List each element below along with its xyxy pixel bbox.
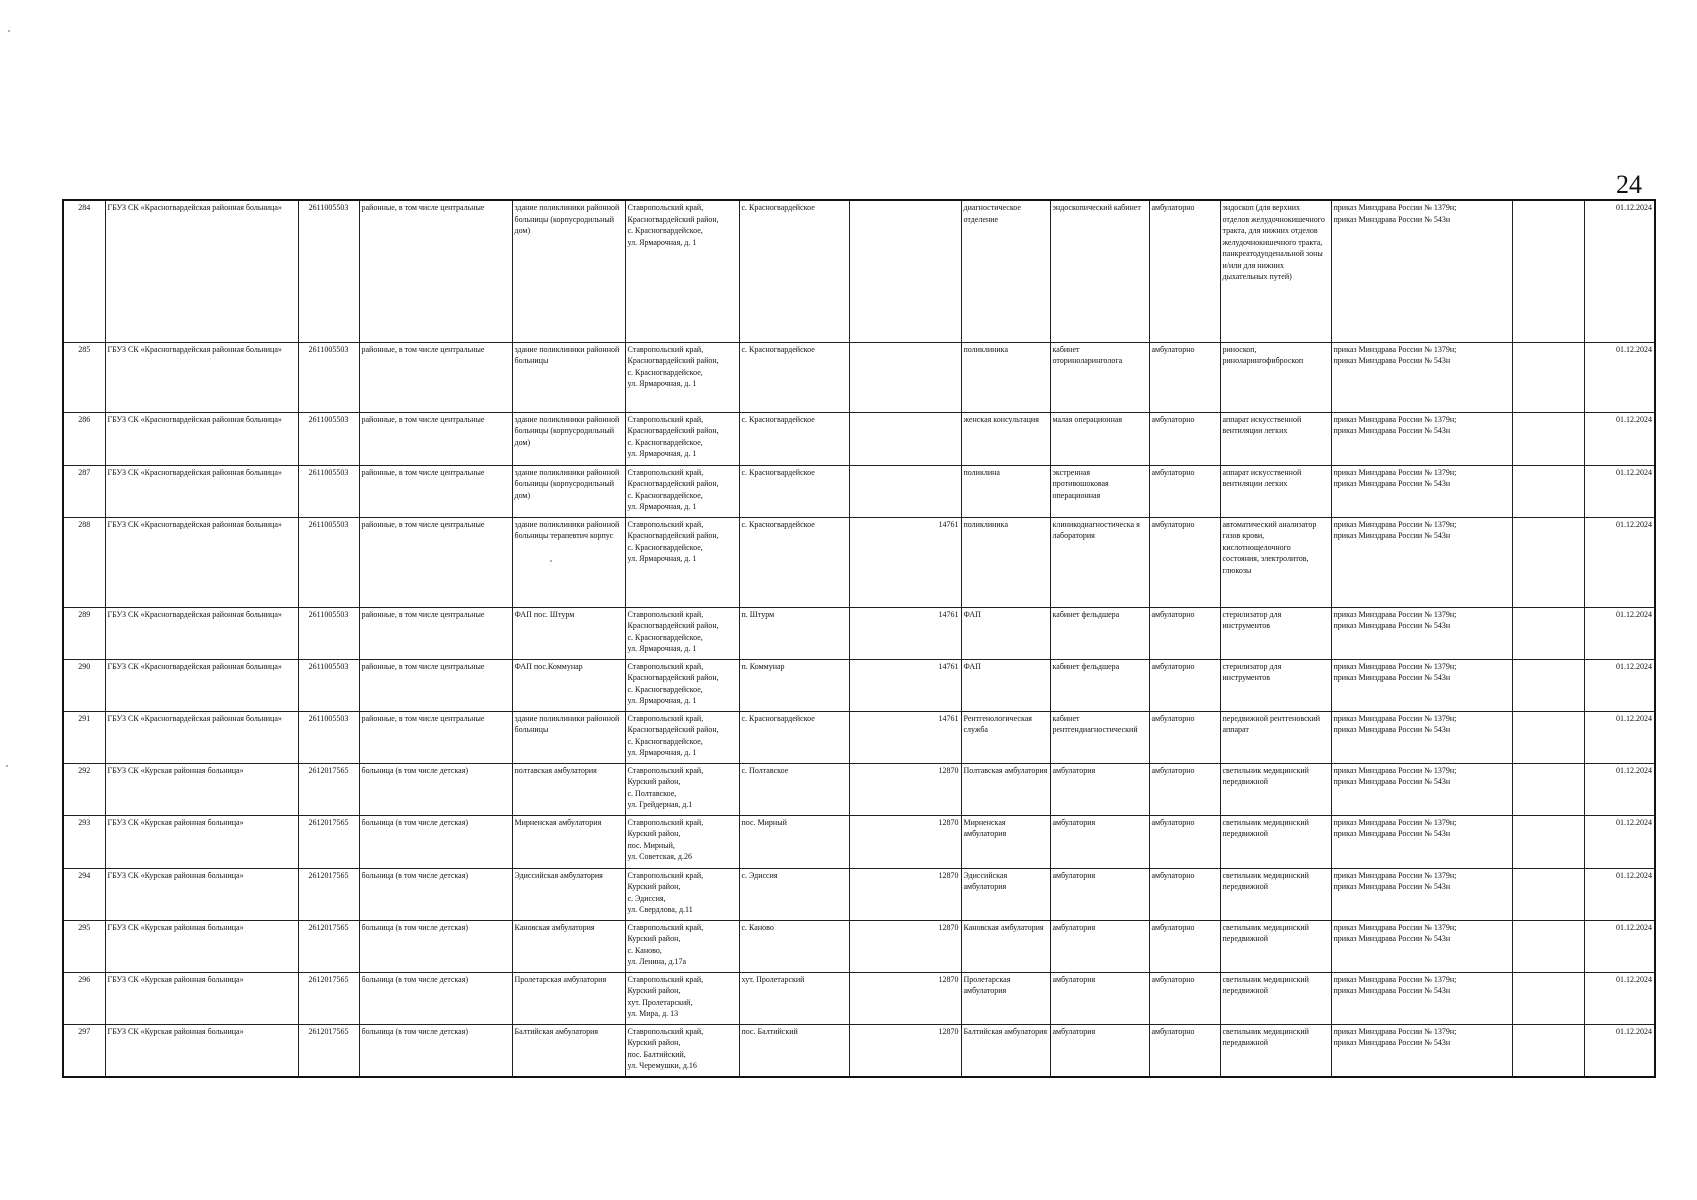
regulatory-order: приказ Минздрава России № 1379н; приказ Минздрава России № 543н — [1331, 711, 1512, 763]
room: эндоскопический кабинет — [1050, 200, 1149, 342]
equipment-name: светильник медицинский передвижной — [1220, 815, 1331, 868]
care-condition: амбулаторно — [1149, 342, 1220, 412]
inn-code: 2612017565 — [298, 920, 359, 972]
department: ФАП — [961, 607, 1050, 659]
organization-name: ГБУЗ СК «Красногвардейская районная больница» — [105, 200, 298, 342]
building-name: Эдиссийская амбулатория — [512, 868, 625, 920]
regulatory-order: приказ Минздрава России № 1379н; приказ Минздрава России № 543н — [1331, 972, 1512, 1024]
address: Ставропольский край, Курский район, с. Эдиссия, ул. Свердлова, д.11 — [625, 868, 739, 920]
address: Ставропольский край, Курский район, с. Полтавское, ул. Грейдерная, д.1 — [625, 763, 739, 815]
scan-speck — [6, 765, 8, 767]
locality: с. Красногвардейское — [739, 342, 849, 412]
organization-type: районные, в том числе центральные — [359, 659, 512, 711]
building-name: Мирненская амбулатория — [512, 815, 625, 868]
organization-name: ГБУЗ СК «Курская районная больница» — [105, 920, 298, 972]
room: кабинет оториноларинголога — [1050, 342, 1149, 412]
regulatory-order: приказ Минздрава России № 1379н; приказ Минздрава России № 543н — [1331, 868, 1512, 920]
inn-code: 2611005503 — [298, 659, 359, 711]
address: Ставропольский край, Курский район, пос. Мирный, ул. Советская, д.26 — [625, 815, 739, 868]
department: женская консультация — [961, 412, 1050, 465]
delivery-date: 01.12.2024 — [1584, 607, 1655, 659]
organization-name: ГБУЗ СК «Курская районная больница» — [105, 1024, 298, 1077]
organization-name: ГБУЗ СК «Курская районная больница» — [105, 972, 298, 1024]
delivery-date: 01.12.2024 — [1584, 200, 1655, 342]
address: Ставропольский край, Красногвардейский район, с. Красногвардейское, ул. Ярмарочная, д. 1 — [625, 412, 739, 465]
empty-cell — [1512, 1024, 1584, 1077]
care-condition: амбулаторно — [1149, 1024, 1220, 1077]
row-number: 286 — [63, 412, 105, 465]
delivery-date: 01.12.2024 — [1584, 815, 1655, 868]
locality: с. Красногвардейское — [739, 711, 849, 763]
care-condition: амбулаторно — [1149, 517, 1220, 607]
equipment-name: светильник медицинский передвижной — [1220, 1024, 1331, 1077]
organization-name: ГБУЗ СК «Курская районная больница» — [105, 868, 298, 920]
table-row — [63, 1024, 1655, 1077]
room: экстренная противошоковая операционная — [1050, 465, 1149, 517]
row-number: 294 — [63, 868, 105, 920]
empty-cell — [1512, 342, 1584, 412]
equipment-registry-table — [62, 199, 1656, 1078]
locality-code: 14761 — [849, 607, 961, 659]
building-name: ФАП пос.Коммунар — [512, 659, 625, 711]
building-name: здание поликлиники районной больницы терапевтич корпус — [512, 517, 625, 607]
organization-type: больница (в том числе детская) — [359, 920, 512, 972]
equipment-name: риноскоп, риноларингофиброскоп — [1220, 342, 1331, 412]
table-row — [63, 465, 1655, 517]
scan-speck — [8, 30, 10, 32]
regulatory-order: приказ Минздрава России № 1379н; приказ Минздрава России № 543н — [1331, 1024, 1512, 1077]
organization-name: ГБУЗ СК «Красногвардейская районная больница» — [105, 342, 298, 412]
equipment-name: автоматический анализатор газов крови, кислотнощелочного состояния, электролитов, глюкозы — [1220, 517, 1331, 607]
organization-name: ГБУЗ СК «Красногвардейская районная больница» — [105, 659, 298, 711]
empty-cell — [1512, 607, 1584, 659]
delivery-date: 01.12.2024 — [1584, 517, 1655, 607]
room: малая операционная — [1050, 412, 1149, 465]
locality: с. Полтавское — [739, 763, 849, 815]
regulatory-order: приказ Минздрава России № 1379н; приказ Минздрава России № 543н — [1331, 200, 1512, 342]
department: поликлиника — [961, 517, 1050, 607]
organization-name: ГБУЗ СК «Красногвардейская районная больница» — [105, 465, 298, 517]
building-name: полтавская амбулатория — [512, 763, 625, 815]
table-row — [63, 763, 1655, 815]
organization-name: ГБУЗ СК «Красногвардейская районная больница» — [105, 711, 298, 763]
inn-code: 2612017565 — [298, 972, 359, 1024]
care-condition: амбулаторно — [1149, 200, 1220, 342]
locality-code: 14761 — [849, 711, 961, 763]
building-name: здание поликлиники районной больницы (корпусродильный дом) — [512, 412, 625, 465]
department: Кановская амбулатория — [961, 920, 1050, 972]
organization-type: больница (в том числе детская) — [359, 868, 512, 920]
organization-type: районные, в том числе центральные — [359, 711, 512, 763]
table-row — [63, 659, 1655, 711]
table-row — [63, 868, 1655, 920]
row-number: 284 — [63, 200, 105, 342]
empty-cell — [1512, 815, 1584, 868]
inn-code: 2611005503 — [298, 711, 359, 763]
inn-code: 2611005503 — [298, 200, 359, 342]
delivery-date: 01.12.2024 — [1584, 342, 1655, 412]
organization-type: районные, в том числе центральные — [359, 465, 512, 517]
equipment-name: эндоскоп (для верхних отделов желудочнокишечного тракта, для нижних отделов желудочнокишечного тракта, панкреатодуоденальной зоны и/или для нижних дыхательных путей) — [1220, 200, 1331, 342]
empty-cell — [1512, 868, 1584, 920]
inn-code: 2612017565 — [298, 1024, 359, 1077]
delivery-date: 01.12.2024 — [1584, 920, 1655, 972]
address: Ставропольский край, Красногвардейский район, с. Красногвардейское, ул. Ярмарочная, д. 1 — [625, 342, 739, 412]
department: диагностическое отделение — [961, 200, 1050, 342]
regulatory-order: приказ Минздрава России № 1379н; приказ Минздрава России № 543н — [1331, 815, 1512, 868]
care-condition: амбулаторно — [1149, 815, 1220, 868]
department: Мирненская амбулатория — [961, 815, 1050, 868]
organization-type: районные, в том числе центральные — [359, 412, 512, 465]
table-row — [63, 342, 1655, 412]
room: амбулатория — [1050, 972, 1149, 1024]
locality: с. Каново — [739, 920, 849, 972]
room: амбулатория — [1050, 763, 1149, 815]
building-name: здание поликлиники районной больницы — [512, 711, 625, 763]
empty-cell — [1512, 659, 1584, 711]
delivery-date: 01.12.2024 — [1584, 1024, 1655, 1077]
address: Ставропольский край, Красногвардейский район, с. Красногвардейское, ул. Ярмарочная, д. 1 — [625, 659, 739, 711]
locality-code: 12870 — [849, 868, 961, 920]
department: Эдиссийская амбулатория — [961, 868, 1050, 920]
table-row — [63, 412, 1655, 465]
organization-type: больница (в том числе детская) — [359, 763, 512, 815]
locality: хут. Пролетарский — [739, 972, 849, 1024]
equipment-name: аппарат искусственной вентиляции легких — [1220, 412, 1331, 465]
equipment-name: аппарат искусственной вентиляции легких — [1220, 465, 1331, 517]
empty-cell — [1512, 711, 1584, 763]
care-condition: амбулаторно — [1149, 920, 1220, 972]
locality-code: 12870 — [849, 763, 961, 815]
inn-code: 2611005503 — [298, 342, 359, 412]
organization-type: районные, в том числе центральные — [359, 342, 512, 412]
department: Полтавская амбулатория — [961, 763, 1050, 815]
locality: с. Красногвардейское — [739, 517, 849, 607]
delivery-date: 01.12.2024 — [1584, 868, 1655, 920]
locality-code: 12870 — [849, 1024, 961, 1077]
regulatory-order: приказ Минздрава России № 1379н; приказ Минздрава России № 543н — [1331, 517, 1512, 607]
address: Ставропольский край, Курский район, пос. Балтийский, ул. Черемушки, д.16 — [625, 1024, 739, 1077]
department: Рентгенологическая служба — [961, 711, 1050, 763]
inn-code: 2611005503 — [298, 412, 359, 465]
locality: с. Красногвардейское — [739, 200, 849, 342]
row-number: 293 — [63, 815, 105, 868]
row-number: 289 — [63, 607, 105, 659]
row-number: 291 — [63, 711, 105, 763]
room: кабинет фельдшера — [1050, 607, 1149, 659]
page-number: 24 — [1616, 170, 1642, 199]
locality-code — [849, 200, 961, 342]
locality-code — [849, 342, 961, 412]
inn-code: 2611005503 — [298, 607, 359, 659]
address: Ставропольский край, Красногвардейский район, с. Красногвардейское, ул. Ярмарочная, д. 1 — [625, 607, 739, 659]
locality: пос. Балтийский — [739, 1024, 849, 1077]
locality: п. Коммунар — [739, 659, 849, 711]
address: Ставропольский край, Красногвардейский район, с. Красногвардейское, ул. Ярмарочная, д. 1 — [625, 711, 739, 763]
row-number: 288 — [63, 517, 105, 607]
equipment-name: светильник медицинский передвижной — [1220, 763, 1331, 815]
table-row — [63, 517, 1655, 607]
care-condition: амбулаторно — [1149, 972, 1220, 1024]
care-condition: амбулаторно — [1149, 868, 1220, 920]
regulatory-order: приказ Минздрава России № 1379н; приказ Минздрава России № 543н — [1331, 412, 1512, 465]
empty-cell — [1512, 412, 1584, 465]
table-row — [63, 920, 1655, 972]
delivery-date: 01.12.2024 — [1584, 972, 1655, 1024]
row-number: 292 — [63, 763, 105, 815]
organization-name: ГБУЗ СК «Курская районная больница» — [105, 763, 298, 815]
address: Ставропольский край, Красногвардейский район, с. Красногвардейское, ул. Ярмарочная, д. 1 — [625, 465, 739, 517]
organization-type: больница (в том числе детская) — [359, 972, 512, 1024]
row-number: 290 — [63, 659, 105, 711]
equipment-name: стерилизатор для инструментов — [1220, 607, 1331, 659]
delivery-date: 01.12.2024 — [1584, 412, 1655, 465]
room: амбулатория — [1050, 1024, 1149, 1077]
equipment-name: светильник медицинский передвижной — [1220, 920, 1331, 972]
inn-code: 2611005503 — [298, 517, 359, 607]
inn-code: 2612017565 — [298, 815, 359, 868]
locality-code: 14761 — [849, 659, 961, 711]
room: амбулатория — [1050, 868, 1149, 920]
organization-type: районные, в том числе центральные — [359, 517, 512, 607]
delivery-date: 01.12.2024 — [1584, 711, 1655, 763]
empty-cell — [1512, 763, 1584, 815]
row-number: 285 — [63, 342, 105, 412]
locality-code: 12870 — [849, 920, 961, 972]
organization-name: ГБУЗ СК «Курская районная больница» — [105, 815, 298, 868]
regulatory-order: приказ Минздрава России № 1379н; приказ Минздрава России № 543н — [1331, 342, 1512, 412]
inn-code: 2612017565 — [298, 763, 359, 815]
locality: с. Красногвардейское — [739, 465, 849, 517]
locality-code: 14761 — [849, 517, 961, 607]
inn-code: 2612017565 — [298, 868, 359, 920]
department: ФАП — [961, 659, 1050, 711]
regulatory-order: приказ Минздрава России № 1379н; приказ Минздрава России № 543н — [1331, 763, 1512, 815]
empty-cell — [1512, 465, 1584, 517]
table-row — [63, 607, 1655, 659]
delivery-date: 01.12.2024 — [1584, 465, 1655, 517]
table-row — [63, 972, 1655, 1024]
regulatory-order: приказ Минздрава России № 1379н; приказ Минздрава России № 543н — [1331, 465, 1512, 517]
department: поликлиника — [961, 342, 1050, 412]
room: кабинет рентгендиагностический — [1050, 711, 1149, 763]
locality-code: 12870 — [849, 815, 961, 868]
address: Ставропольский край, Курский район, с. Каново, ул. Ленина, д.17а — [625, 920, 739, 972]
empty-cell — [1512, 517, 1584, 607]
address: Ставропольский край, Курский район, хут. Пролетарский, ул. Мира, д. 13 — [625, 972, 739, 1024]
row-number: 295 — [63, 920, 105, 972]
building-name: здание поликлиники районной больницы (корпусродильный дом) — [512, 200, 625, 342]
organization-type: больница (в том числе детская) — [359, 815, 512, 868]
care-condition: амбулаторно — [1149, 607, 1220, 659]
table-row — [63, 711, 1655, 763]
room: амбулатория — [1050, 815, 1149, 868]
locality: пос. Мирный — [739, 815, 849, 868]
organization-name: ГБУЗ СК «Красногвардейская районная больница» — [105, 607, 298, 659]
empty-cell — [1512, 972, 1584, 1024]
department: Балтийская амбулатория — [961, 1024, 1050, 1077]
locality: с. Эдиссия — [739, 868, 849, 920]
room: клиникодиагностическа я лаборатория — [1050, 517, 1149, 607]
row-number: 296 — [63, 972, 105, 1024]
regulatory-order: приказ Минздрава России № 1379н; приказ Минздрава России № 543н — [1331, 607, 1512, 659]
locality: с. Красногвардейское — [739, 412, 849, 465]
care-condition: амбулаторно — [1149, 711, 1220, 763]
locality-code — [849, 465, 961, 517]
locality-code: 12870 — [849, 972, 961, 1024]
scan-speck — [550, 560, 552, 562]
table-row — [63, 815, 1655, 868]
care-condition: амбулаторно — [1149, 659, 1220, 711]
table-row — [63, 200, 1655, 342]
organization-name: ГБУЗ СК «Красногвардейская районная больница» — [105, 412, 298, 465]
organization-name: ГБУЗ СК «Красногвардейская районная больница» — [105, 517, 298, 607]
building-name: здание поликлиники районной больницы — [512, 342, 625, 412]
delivery-date: 01.12.2024 — [1584, 763, 1655, 815]
inn-code: 2611005503 — [298, 465, 359, 517]
empty-cell — [1512, 920, 1584, 972]
equipment-name: стерилизатор для инструментов — [1220, 659, 1331, 711]
building-name: Балтийская амбулатория — [512, 1024, 625, 1077]
empty-cell — [1512, 200, 1584, 342]
care-condition: амбулаторно — [1149, 412, 1220, 465]
building-name: Пролетарская амбулатория — [512, 972, 625, 1024]
equipment-name: светильник медицинский передвижной — [1220, 868, 1331, 920]
address: Ставропольский край, Красногвардейский район, с. Красногвардейское, ул. Ярмарочная, д. 1 — [625, 517, 739, 607]
building-name: Кановская амбулатория — [512, 920, 625, 972]
row-number: 287 — [63, 465, 105, 517]
address: Ставропольский край, Красногвардейский район, с. Красногвардейское, ул. Ярмарочная, д. 1 — [625, 200, 739, 342]
regulatory-order: приказ Минздрава России № 1379н; приказ Минздрава России № 543н — [1331, 659, 1512, 711]
department: поликлина — [961, 465, 1050, 517]
organization-type: районные, в том числе центральные — [359, 200, 512, 342]
row-number: 297 — [63, 1024, 105, 1077]
locality-code — [849, 412, 961, 465]
care-condition: амбулаторно — [1149, 763, 1220, 815]
locality: п. Штурм — [739, 607, 849, 659]
care-condition: амбулаторно — [1149, 465, 1220, 517]
regulatory-order: приказ Минздрава России № 1379н; приказ Минздрава России № 543н — [1331, 920, 1512, 972]
equipment-name: светильник медицинский передвижной — [1220, 972, 1331, 1024]
building-name: здание поликлиники районной больницы (корпусродильный дом) — [512, 465, 625, 517]
room: кабинет фельдшера — [1050, 659, 1149, 711]
delivery-date: 01.12.2024 — [1584, 659, 1655, 711]
room: амбулатория — [1050, 920, 1149, 972]
organization-type: районные, в том числе центральные — [359, 607, 512, 659]
registry-body — [63, 200, 1655, 1077]
organization-type: больница (в том числе детская) — [359, 1024, 512, 1077]
department: Пролетарская амбулатория — [961, 972, 1050, 1024]
equipment-name: передвижной рентгеновский аппарат — [1220, 711, 1331, 763]
building-name: ФАП пос. Штурм — [512, 607, 625, 659]
